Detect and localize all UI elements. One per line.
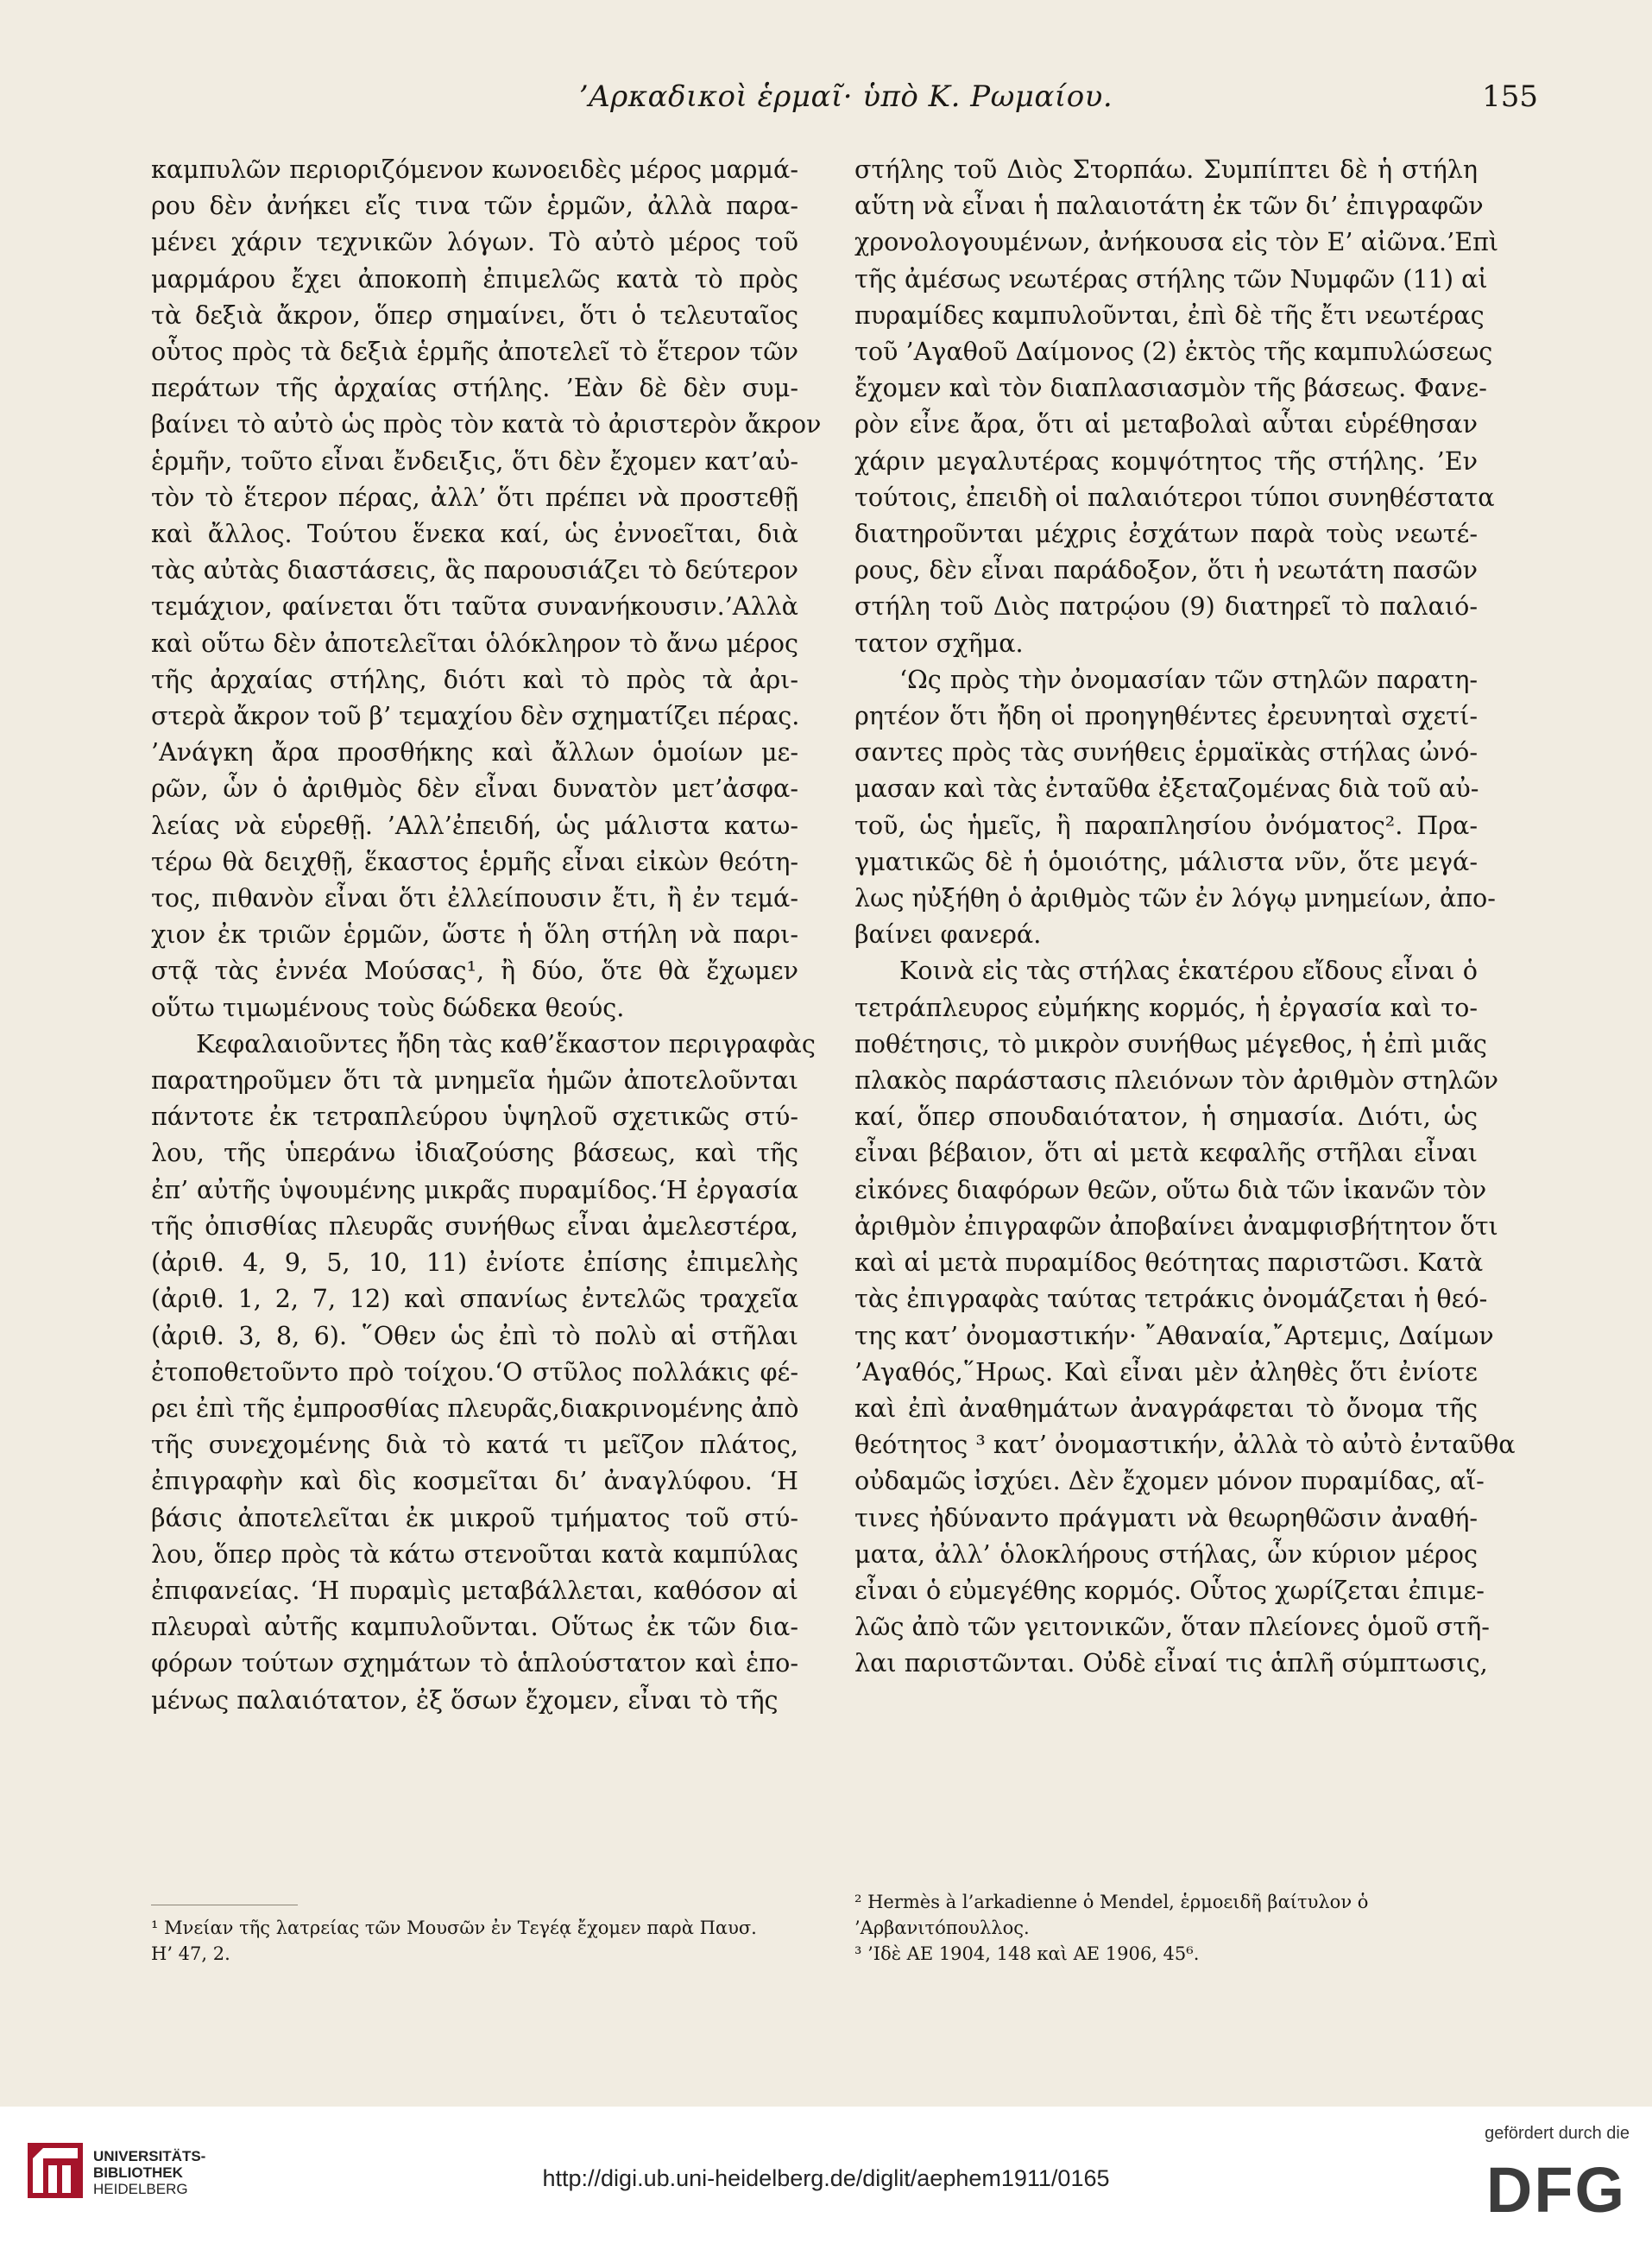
footnote-line: Η’ 47, 2. [151, 1943, 230, 1964]
paragraph [854, 661, 1496, 953]
text-line: θεότητος ³ κατ’ ὀνομαστικήν, ἀλλὰ τὸ αὐτὸ ἐνταῦθα [854, 1430, 1516, 1460]
text-line: τῆς ἀρχαίας στήλης, διότι καὶ τὸ πρὸς τὰ ἀρι- [151, 664, 798, 694]
text-line: στᾷ τὰς ἐννέα Μούσας¹, ἢ δύο, ὅτε θὰ ἔχωμεν [151, 956, 798, 986]
right-text-column [854, 151, 1516, 1682]
text-line: σαντες πρὸς τὰς συνήθεις ἑρμαϊκὰς στήλας ὠνό- [854, 737, 1478, 768]
text-line: ρὸν εἶνε ἄρα, ὅτι αἱ μεταβολαὶ αὗται εὑρέθησαν [854, 409, 1478, 439]
text-line: ἔχομεν καὶ τὸν διαπλασιασμὸν τῆς βάσεως. Φανε- [854, 373, 1487, 403]
text-line: ἐπιγραφὴν καὶ δὶς κοσμεῖται δι’ ἀναγλύφου. ‘Η [151, 1466, 798, 1496]
university-name-line-1: UNIVERSITÄTS- [93, 2148, 206, 2164]
text-line: οὕτω τιμωμένους τοὺς δώδεκα θεούς. [151, 992, 625, 1022]
text-line: τούτοις, ἐπειδὴ οἱ παλαιότεροι τύποι συνηθέστατα [854, 482, 1495, 512]
page-header [138, 79, 1554, 123]
footnote-line: ’Αρβανιτόπουλλος. [854, 1918, 1030, 1938]
text-line: ματα, ἀλλ’ ὁλοκλήρους στήλας, ὧν κύριον μέρος [854, 1539, 1478, 1569]
text-line: τεμάχιον, φαίνεται ὅτι ταῦτα συνανήκουσιν.’Αλλὰ [151, 591, 798, 622]
text-line: εἶναι ὁ εὐμεγέθης κορμός. Οὗτος χωρίζεται ἐπιμε- [854, 1575, 1485, 1605]
text-line: ἐπ’ αὐτῆς ὑψουμένης μικρᾶς πυραμίδος.‘Η ἐργασία [151, 1174, 798, 1204]
text-line: λως ηὐξήθη ὁ ἀριθμὸς τῶν ἐν λόγῳ μνημείων, ἀπο- [854, 883, 1496, 913]
text-line: καὶ οὕτω δὲν ἀποτελεῖται ὁλόκληρον τὸ ἄνω μέρος [151, 628, 798, 658]
text-line: στήλης τοῦ Διὸς Στορπάω. Συμπίπτει δὲ ἡ στήλη [854, 155, 1478, 184]
text-line: φόρων τούτων σχημάτων τὸ ἁπλούστατον καὶ ἑπο- [151, 1648, 798, 1678]
text-line: Κοινὰ εἰς τὰς στήλας ἑκατέρου εἴδους εἶναι ὁ [899, 956, 1478, 986]
text-line: πλακὸς παράστασις πλειόνων τὸν ἀριθμὸν στηλῶν [854, 1065, 1499, 1096]
text-line: ἐτοποθετοῦντο πρὸ τοίχου.‘Ο στῦλος πολλάκις φέ- [151, 1356, 798, 1387]
text-line: τὸν τὸ ἕτερον πέρας, ἀλλ’ ὅτι πρέπει νὰ προστεθῇ [151, 482, 798, 512]
text-line: τέρω θὰ δειχθῇ, ἕκαστος ἑρμῆς εἶναι εἰκὼν θεότη- [151, 846, 798, 876]
text-line: τοῦ, ὡς ἡμεῖς, ἢ παραπλησίου ὀνόματος². Πρα- [854, 810, 1478, 840]
text-line: χάριν μεγαλυτέρας κομψότητος τῆς στήλης. ’Εν [854, 445, 1478, 476]
text-line: ’Αγαθός,῞Ηρως. Καὶ εἶναι μὲν ἀληθὲς ὅτι ἐνίοτε [854, 1356, 1478, 1387]
paragraph [151, 1026, 816, 1718]
footer-bar [0, 2107, 1652, 2243]
left-text-column [151, 151, 822, 1718]
text-line: ’Ανάγκη ἄρα προσθήκης καὶ ἄλλων ὁμοίων με- [151, 737, 798, 768]
text-line: πλευραὶ αὐτῆς καμπυλοῦνται. Οὕτως ἐκ τῶν δια- [151, 1612, 798, 1642]
footnotes-left [151, 1915, 798, 1967]
text-line: τετράπλευρος εὐμήκης κορμός, ἡ ἐργασία καὶ το- [854, 992, 1478, 1022]
text-line: (ἀριθ. 1, 2, 7, 12) καὶ σπανίως ἐντελῶς τραχεῖα [151, 1284, 798, 1314]
footnotes-right [854, 1889, 1478, 1967]
text-line: διατηροῦνται μέχρις ἐσχάτων παρὰ τοὺς νεωτέ- [854, 519, 1478, 549]
text-line: βάσις ἀποτελεῖται ἐκ μικροῦ τμήματος τοῦ στύ- [151, 1502, 798, 1532]
text-line: εἰκόνες διαφόρων θεῶν, οὕτω διὰ τῶν ἱκανῶν τὸν [854, 1174, 1487, 1204]
text-line: (ἀριθ. 3, 8, 6). ῞Οθεν ὡς ἐπὶ τὸ πολὺ αἱ στῆλαι [151, 1320, 798, 1350]
paragraph [151, 151, 822, 1026]
text-line: εἶναι βέβαιον, ὅτι αἱ μετὰ κεφαλῆς στῆλαι εἶναι [854, 1138, 1478, 1168]
university-name-line-2: BIBLIOTHEK [93, 2164, 183, 2181]
text-line: ποθέτησις, τὸ μικρὸν συνήθως μέγεθος, ἡ ἐπὶ μιᾶς [854, 1028, 1487, 1058]
university-name-line-3: HEIDELBERG [93, 2181, 188, 2197]
text-line: τὰς αὐτὰς διαστάσεις, ἃς παρουσιάζει τὸ δεύτερον [151, 555, 798, 585]
text-line: τατον σχῆμα. [854, 628, 1024, 658]
text-line: μαρμάρου ἔχει ἀποκοπὴ ἐπιμελῶς κατὰ τὸ πρὸς [151, 263, 798, 294]
text-line: παρατηροῦμεν ὅτι τὰ μνημεῖα ἡμῶν ἀποτελοῦνται [151, 1065, 798, 1096]
text-line: χιον ἐκ τριῶν ἑρμῶν, ὥστε ἡ ὅλη στήλη νὰ παρι- [151, 919, 798, 950]
text-line: τος, πιθανὸν εἶναι ὅτι ἐλλείπουσιν ἔτι, ἢ ἐν τεμά- [151, 883, 798, 913]
text-line: στήλη τοῦ Διὸς πατρῴου (9) διατηρεῖ τὸ παλαιό- [854, 591, 1478, 622]
text-line: βαίνει φανερά. [854, 919, 1042, 950]
footnote-line: ¹ Μνείαν τῆς λατρείας τῶν Μουσῶν ἐν Τεγέᾳ ἔχομεν παρὰ Παυσ. [151, 1918, 757, 1938]
text-line: ρους, δὲν εἶναι παράδοξον, ὅτι ἡ νεωτάτη πασῶν [854, 555, 1478, 585]
footnote-line: ³ ’Ιδὲ ΑΕ 1904, 148 καὶ ΑΕ 1906, 45⁶. [854, 1943, 1200, 1964]
text-line: ρητέον ὅτι ἤδη οἱ προηγηθέντες ἐρευνηταὶ σχετί- [854, 701, 1478, 731]
text-line: στερὰ ἄκρον τοῦ β’ τεμαχίου δὲν σχηματίζει πέρας. [151, 701, 800, 731]
page-number: 155 [1482, 79, 1538, 114]
dfg-logo-text: DFG [1485, 2154, 1627, 2221]
text-line: καί, ὅπερ σπουδαιότατον, ἡ σημασία. Διότι, ὡς [854, 1102, 1478, 1132]
text-line: ρῶν, ὧν ὁ ἀριθμὸς δὲν εἶναι δυνατὸν μετ’ἀσφα- [151, 774, 798, 804]
text-line: χρονολογουμένων, ἀνήκουσα εἰς τὸν Ε’ αἰῶνα.’Επὶ [854, 227, 1499, 257]
paragraph [854, 151, 1499, 661]
running-title: ’Αρκαδικοὶ ἑρμαῖ· ὑπὸ Κ. Ρωμαίου. [578, 79, 1113, 114]
text-line: τῆς συνεχομένης διὰ τὸ κατά τι μεῖζον πλάτος, [151, 1430, 798, 1460]
text-line: της κατ’ ὀνομαστικήν· ῎Αθαναία,῎Αρτεμις, Δαίμων [854, 1320, 1494, 1350]
text-line: καὶ αἱ μετὰ πυραμίδος θεότητας παριστῶσι. Κατὰ [854, 1248, 1484, 1278]
text-line: ‘Ως πρὸς τὴν ὀνομασίαν τῶν στηλῶν παρατη- [899, 664, 1478, 694]
text-line: ἐπιφανείας. ‘Η πυραμὶς μεταβάλλεται, καθόσον αἱ [151, 1575, 798, 1605]
text-line: ἑρμῆν, τοῦτο εἶναι ἔνδειξις, ὅτι δὲν ἔχομεν κατ’αὐ- [151, 445, 798, 476]
text-line: καμπυλῶν περιοριζόμενον κωνοειδὲς μέρος μαρμά- [151, 155, 798, 184]
text-line: λείας νὰ εὑρεθῇ. ’Αλλ’ἐπειδή, ὡς μάλιστα κατω- [151, 810, 798, 840]
text-line: βαίνει τὸ αὐτὸ ὡς πρὸς τὸν κατὰ τὸ ἀριστερὸν ἄκρον [151, 409, 822, 439]
text-line: μένει χάριν τεχνικῶν λόγων. Τὸ αὐτὸ μέρος τοῦ [151, 227, 798, 257]
text-line: ρει ἐπὶ τῆς ἐμπροσθίας πλευρᾶς,διακρινομένης ἀπὸ [151, 1393, 799, 1423]
funded-by-label: gefördert durch die [1485, 2124, 1630, 2143]
footnote-line: ² Hermès à l’arkadienne ὁ Mendel, ἑρμοειδῆ βαίτυλον ὁ [854, 1892, 1369, 1912]
text-line: πυραμίδες καμπυλοῦνται, ἐπὶ δὲ τῆς ἔτι νεωτέρας [854, 300, 1485, 330]
permalink-url[interactable]: http://digi.ub.uni-heidelberg.de/diglit/aephem1911/0165 [542, 2165, 1110, 2191]
text-line: γματικῶς δὲ ἡ ὁμοιότης, μάλιστα νῦν, ὅτε μεγά- [854, 846, 1478, 876]
text-line: τινες ἠδύναντο πράγματι νὰ θεωρηθῶσιν ἀναθή- [854, 1502, 1478, 1532]
paragraph [854, 952, 1516, 1681]
text-line: λαι παριστῶνται. Οὐδὲ εἶναί τις ἁπλῆ σύμπτωσις, [854, 1648, 1488, 1678]
text-line: οὐδαμῶς ἰσχύει. Δὲν ἔχομεν μόνον πυραμίδας, αἵ- [854, 1466, 1485, 1496]
text-line: λου, τῆς ὑπεράνω ἰδιαζούσης βάσεως, καὶ τῆς [151, 1138, 798, 1168]
text-line: αὕτη νὰ εἶναι ἡ παλαιοτάτη ἐκ τῶν δι’ ἐπιγραφῶν [854, 191, 1484, 221]
text-line: καὶ ἐπὶ ἀναθημάτων ἀναγράφεται τὸ ὄνομα τῆς [854, 1393, 1478, 1423]
text-line: τὰ δεξιὰ ἄκρον, ὅπερ σημαίνει, ὅτι ὁ τελευταῖος [151, 300, 798, 330]
text-line: λου, ὅπερ πρὸς τὰ κάτω στενοῦται κατὰ καμπύλας [151, 1539, 798, 1569]
text-line: μασαν καὶ τὰς ἐνταῦθα ἐξεταζομένας διὰ τοῦ αὐ- [854, 774, 1479, 804]
dfg-logo-icon [1479, 2151, 1633, 2221]
text-line: ρου δὲν ἀνήκει εἴς τινα τῶν ἑρμῶν, ἀλλὰ παρα- [151, 191, 798, 221]
text-line: τῆς ὀπισθίας πλευρᾶς συνήθως εἶναι ἀμελεστέρα, [151, 1210, 798, 1241]
text-line: τῆς ἀμέσως νεωτέρας στήλης τῶν Νυμφῶν (11) αἱ [854, 263, 1488, 294]
text-line: ἀριθμὸν ἐπιγραφῶν ἀποβαίνει ἀναμφισβήτητον ὅτι [854, 1210, 1498, 1241]
text-line: (ἀριθ. 4, 9, 5, 10, 11) ἐνίοτε ἐπίσης ἐπιμελὴς [151, 1248, 798, 1278]
text-line: μένως παλαιότατον, ἐξ ὅσων ἔχομεν, εἶναι τὸ τῆς [151, 1684, 779, 1715]
text-line: πάντοτε ἐκ τετραπλεύρου ὑψηλοῦ σχετικῶς στύ- [151, 1102, 798, 1132]
text-line: τοῦ ’Αγαθοῦ Δαίμονος (2) ἐκτὸς τῆς καμπυλώσεως [854, 337, 1493, 367]
text-line: τὰς ἐπιγραφὰς ταύτας τετράκις ὀνομάζεται ἡ θεό- [854, 1284, 1488, 1314]
text-line: περάτων τῆς ἀρχαίας στήλης. ’Εὰν δὲ δὲν συμ- [151, 373, 798, 403]
text-line: λῶς ἀπὸ τῶν γειτονικῶν, ὅταν πλείονες ὁμοῦ στῆ- [854, 1612, 1490, 1642]
text-line: οὗτος πρὸς τὰ δεξιὰ ἑρμῆς ἀποτελεῖ τὸ ἕτερον τῶν [151, 337, 798, 367]
text-line: καὶ ἄλλος. Τούτου ἕνεκα καί, ὡς ἐννοεῖται, διὰ [151, 519, 798, 549]
text-line: Κεφαλαιοῦντες ἤδη τὰς καθ’ἕκαστον περιγραφὰς [196, 1028, 816, 1058]
